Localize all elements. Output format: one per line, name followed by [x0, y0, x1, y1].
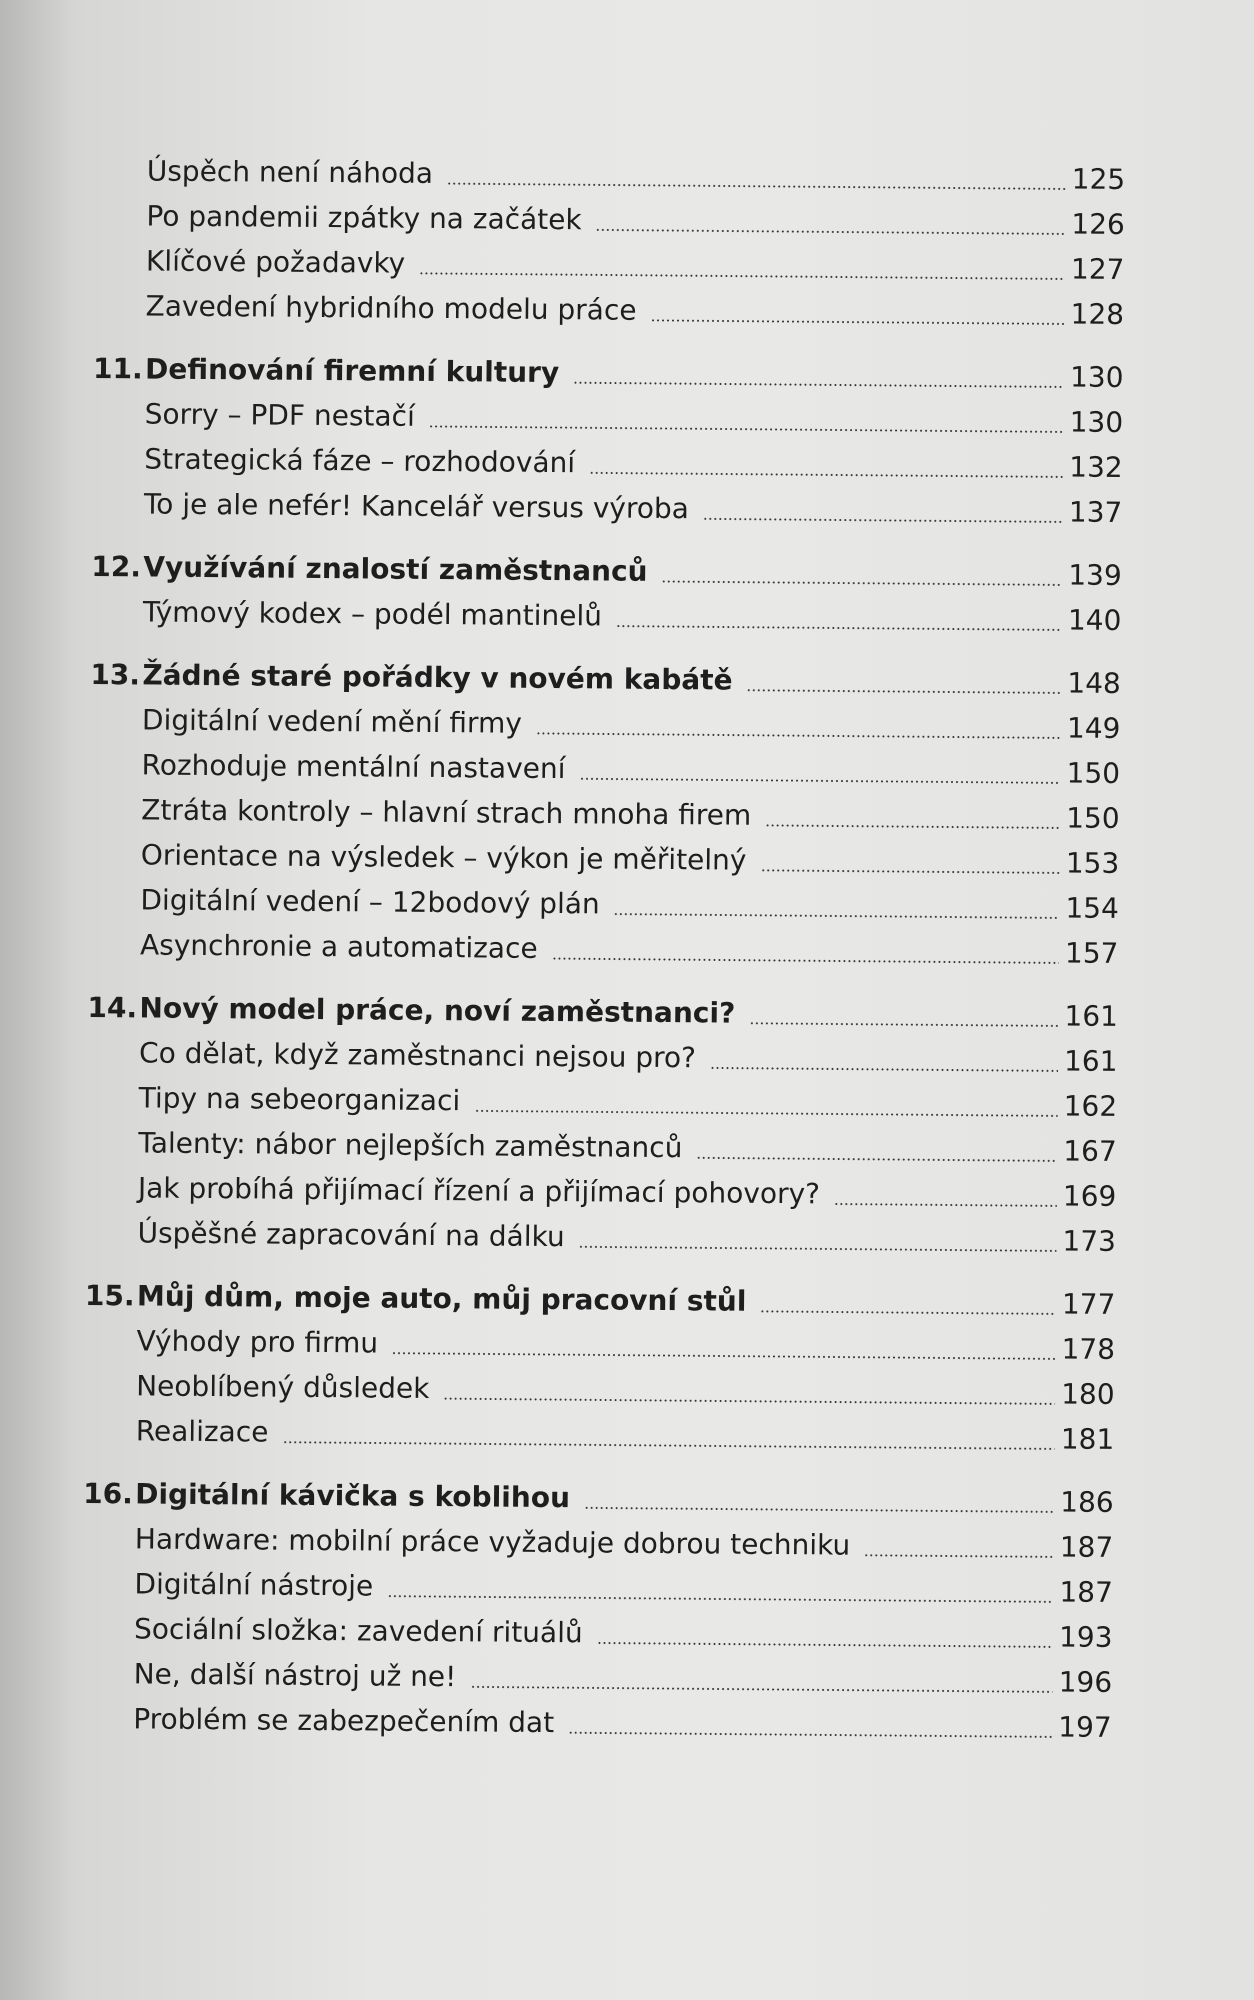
chapter-number: 12. — [91, 549, 142, 584]
chapter-title: Definování firemní kultury — [144, 352, 560, 390]
dot-leader — [760, 869, 1059, 875]
dot-leader — [419, 272, 1065, 281]
dot-leader — [568, 1731, 1052, 1738]
section-title: Hardware: mobilní práce vyžaduje dobrou techniku — [134, 1522, 851, 1562]
section-page-number: 173 — [1062, 1224, 1117, 1258]
section-title: Co dělat, když zaměstnanci nejsou pro? — [138, 1036, 697, 1075]
chapter-title: Nový model práce, noví zaměstnanci? — [139, 991, 736, 1030]
chapter-page-number: 186 — [1060, 1485, 1114, 1519]
section-page-number: 128 — [1070, 297, 1125, 331]
section-page-number: 193 — [1058, 1620, 1113, 1654]
section-title: Orientace na výsledek – výkon je měřitelný — [140, 838, 747, 877]
chapter-number: 15. — [84, 1278, 135, 1313]
section-page-number: 140 — [1067, 603, 1122, 637]
section-page-number: 150 — [1066, 801, 1120, 835]
dot-leader — [536, 732, 1061, 740]
section-page-number: 180 — [1061, 1377, 1115, 1411]
toc-entry-row — [85, 1210, 1117, 1264]
section-title: Ztráta kontroly – hlavní strach mnoha firem — [141, 793, 752, 832]
dot-leader — [760, 1310, 1056, 1316]
section-page-number: 169 — [1062, 1179, 1117, 1213]
section-page-number: 197 — [1058, 1710, 1112, 1744]
section-title: Neoblíbený důsledek — [136, 1369, 430, 1405]
dot-leader — [474, 1109, 1057, 1117]
chapter-title: Žádné staré pořádky v novém kabátě — [142, 658, 733, 697]
toc-chapter — [92, 346, 1124, 535]
chapter-title: Využívání znalostí zaměstnanců — [143, 550, 648, 588]
section-page-number: 187 — [1059, 1530, 1114, 1564]
chapter-number: 14. — [87, 990, 138, 1025]
section-title: Problém se zabezpečením dat — [133, 1702, 555, 1740]
dot-leader — [650, 319, 1064, 326]
section-title: Jak probíhá přijímací řízení a přijímací pohovory? — [137, 1171, 821, 1211]
chapter-number: 11. — [92, 351, 143, 386]
chapter-number: 13. — [90, 657, 141, 692]
section-title: Realizace — [135, 1414, 269, 1449]
section-title: Digitální vedení mění firmy — [141, 703, 523, 740]
dot-leader — [443, 1397, 1055, 1405]
toc-chapter — [81, 1471, 1114, 1750]
dot-leader — [864, 1554, 1054, 1559]
dot-leader — [765, 824, 1060, 830]
section-title: Výhody pro firmu — [136, 1324, 379, 1360]
dot-leader — [616, 625, 1062, 632]
toc-entry-row — [88, 922, 1119, 976]
dot-leader — [746, 689, 1061, 695]
dot-leader — [749, 1022, 1058, 1028]
toc-chapter — [88, 652, 1121, 976]
toc-entry-row — [84, 1408, 1115, 1462]
section-page-number: 161 — [1063, 1044, 1118, 1078]
section-page-number: 154 — [1065, 891, 1119, 925]
dot-leader — [392, 1352, 1056, 1361]
section-title: Klíčové požadavky — [145, 244, 406, 280]
dot-leader — [597, 1641, 1053, 1648]
section-page-number: 153 — [1065, 846, 1120, 880]
section-title: Sociální složka: zavedení rituálů — [133, 1612, 583, 1650]
table-of-contents — [81, 148, 1126, 1768]
chapter-title: Můj dům, moje auto, můj pracovní stůl — [136, 1279, 747, 1318]
dot-leader — [447, 182, 1066, 190]
dot-leader — [703, 517, 1063, 523]
dot-leader — [596, 228, 1066, 235]
section-title: Týmový kodex – podél mantinelů — [142, 595, 603, 633]
dot-leader — [429, 425, 1064, 434]
section-title: Digitální vedení – 12bodový plán — [140, 883, 600, 921]
section-page-number: 181 — [1060, 1422, 1115, 1456]
toc-chapter — [91, 544, 1122, 643]
dot-leader — [579, 1245, 1057, 1252]
section-page-number: 137 — [1068, 495, 1123, 529]
section-page-number: 132 — [1069, 450, 1123, 484]
chapter-page-number: 130 — [1069, 360, 1124, 394]
dot-leader — [696, 1156, 1057, 1162]
toc-chapter — [85, 985, 1119, 1264]
dot-leader — [710, 1066, 1058, 1072]
section-title: Tipy na sebeorganizaci — [138, 1081, 461, 1118]
section-title: Zavedení hybridního modelu práce — [145, 289, 637, 327]
section-title: Strategická fáze – rozhodování — [144, 442, 576, 480]
toc-entry-row — [81, 1696, 1112, 1750]
toc-chapter — [93, 148, 1126, 337]
section-page-number: 178 — [1061, 1332, 1116, 1366]
toc-entry-row — [92, 481, 1123, 535]
section-title: Úspěch není náhoda — [146, 154, 434, 190]
dot-leader — [584, 1506, 1054, 1513]
chapter-page-number: 148 — [1067, 666, 1121, 700]
section-page-number: 126 — [1071, 207, 1125, 241]
dot-leader — [552, 957, 1059, 964]
section-title: Sorry – PDF nestačí — [144, 397, 415, 433]
chapter-title: Digitální kávička s koblihou — [135, 1477, 571, 1515]
section-title: Talenty: nábor nejlepších zaměstnanců — [138, 1126, 683, 1165]
section-page-number: 157 — [1064, 936, 1119, 970]
dot-leader — [282, 1441, 1054, 1451]
dot-leader — [834, 1202, 1057, 1207]
chapter-page-number: 177 — [1061, 1287, 1116, 1321]
toc-entry-row — [91, 589, 1122, 643]
dot-leader — [614, 913, 1060, 920]
section-title: Asynchronie a automatizace — [139, 928, 538, 965]
dot-leader — [387, 1595, 1053, 1604]
dot-leader — [573, 381, 1064, 388]
section-page-number: 149 — [1066, 711, 1121, 745]
dot-leader — [661, 580, 1062, 586]
section-title: Rozhoduje mentální nastavení — [141, 748, 566, 786]
section-title: Ne, další nástroj už ne! — [133, 1657, 457, 1694]
dot-leader — [589, 471, 1063, 478]
section-page-number: 130 — [1069, 405, 1124, 439]
section-page-number: 125 — [1071, 162, 1126, 196]
section-page-number: 187 — [1059, 1575, 1114, 1609]
dot-leader — [470, 1685, 1052, 1693]
section-title: To je ale nefér! Kancelář versus výroba — [143, 487, 690, 526]
section-title: Digitální nástroje — [134, 1567, 374, 1603]
toc-chapter — [84, 1273, 1116, 1462]
chapter-page-number: 139 — [1068, 558, 1122, 592]
toc-entry-row — [93, 283, 1125, 337]
chapter-page-number: 161 — [1064, 999, 1119, 1033]
chapter-number: 16. — [83, 1476, 134, 1511]
section-page-number: 150 — [1066, 756, 1121, 790]
section-title: Po pandemii zpátky na začátek — [146, 199, 582, 237]
section-page-number: 162 — [1063, 1089, 1118, 1123]
section-title: Úspěšné zapracování na dálku — [137, 1216, 565, 1254]
section-page-number: 127 — [1070, 252, 1125, 286]
section-page-number: 167 — [1063, 1134, 1117, 1168]
section-page-number: 196 — [1058, 1665, 1113, 1699]
dot-leader — [579, 777, 1060, 784]
